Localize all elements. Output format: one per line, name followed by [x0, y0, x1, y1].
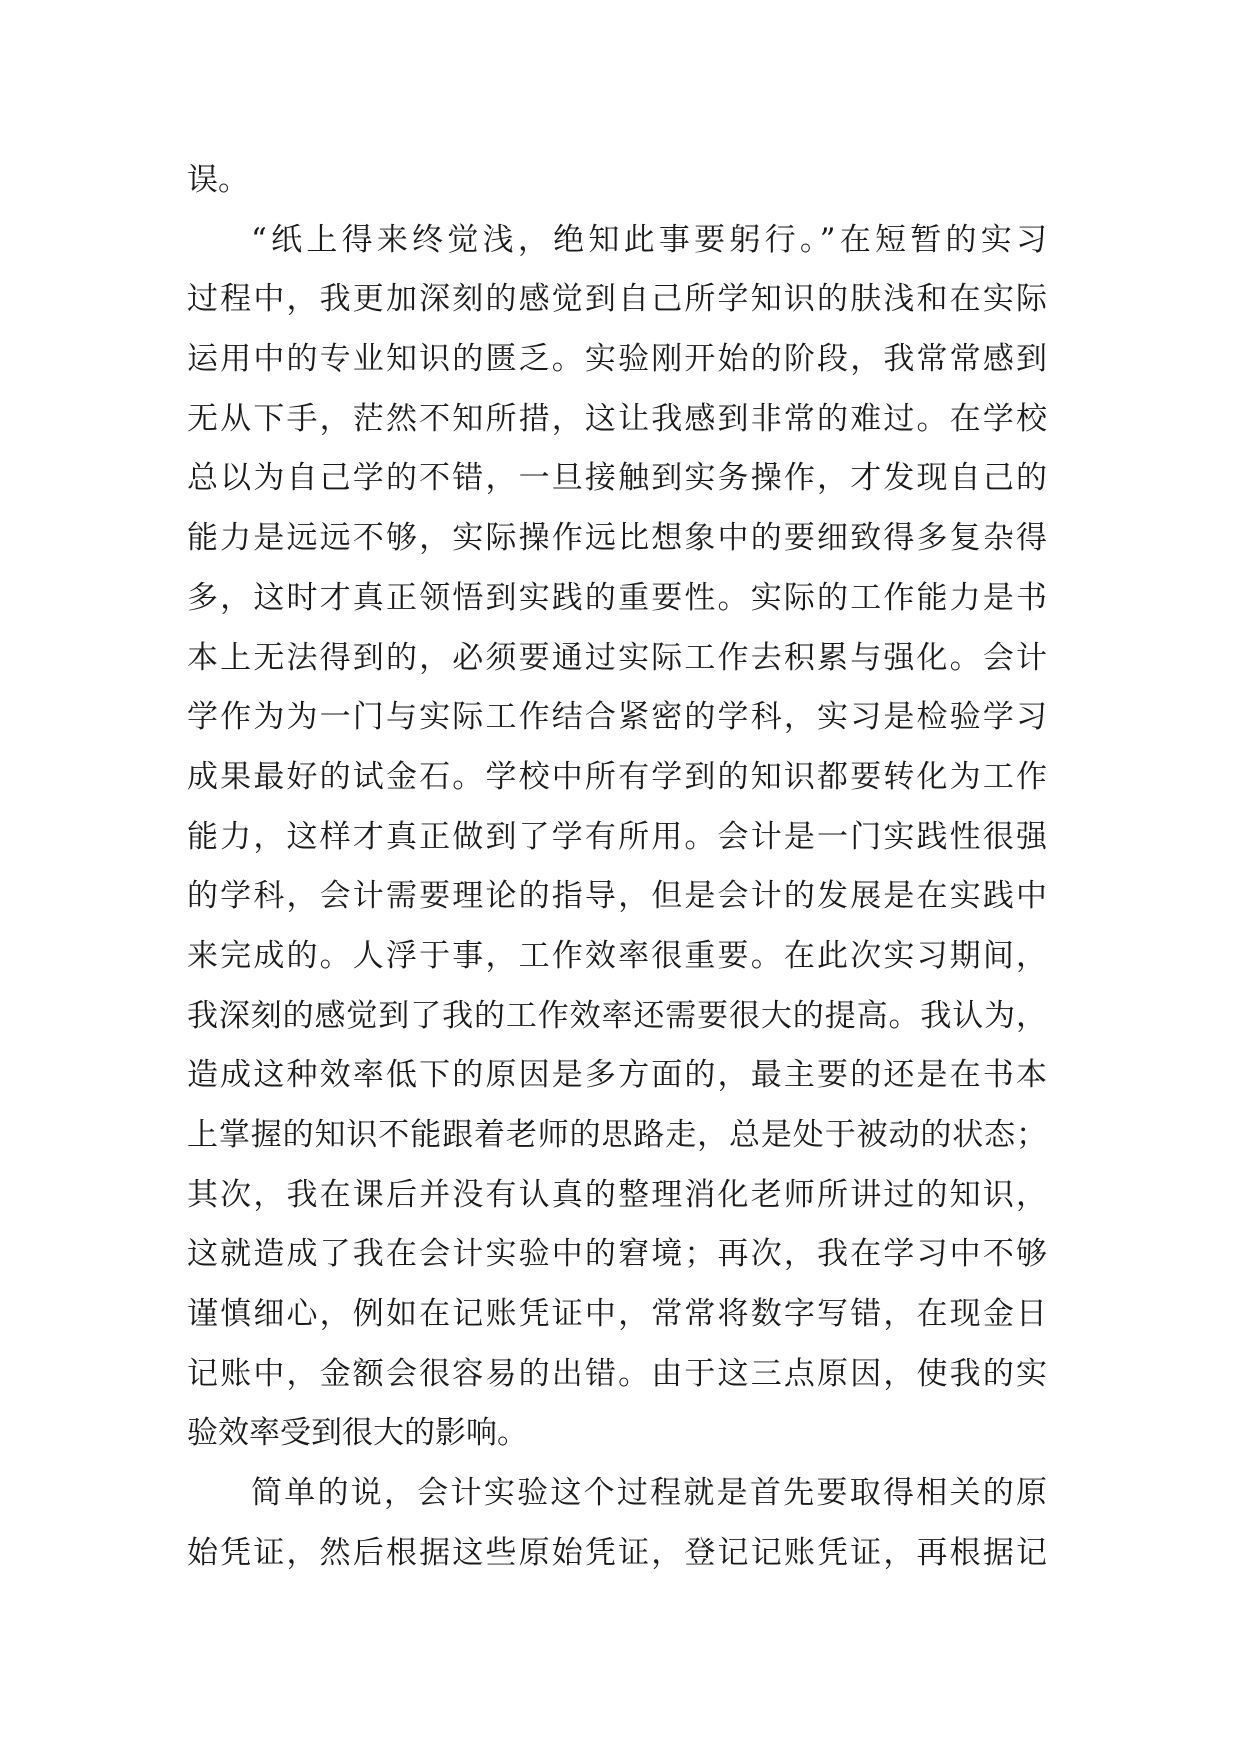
text-line: 成果最好的试金石。学校中所有学到的知识都要转化为工作 [187, 758, 1047, 795]
text-line: 的学科，会计需要理论的指导，但是会计的发展是在实践中 [187, 878, 1047, 915]
text-line: 运用中的专业知识的匮乏。实验刚开始的阶段，我常常感到 [187, 341, 1047, 378]
text-line: 简单的说，会计实验这个过程就是首先要取得相关的原 [251, 1475, 1047, 1512]
text-line: 总以为自己学的不错，一旦接触到实务操作，才发现自己的 [187, 460, 1047, 497]
text-line: 谨慎细心，例如在记账凭证中，常常将数字写错，在现金日 [187, 1296, 1047, 1333]
text-line: 其次，我在课后并没有认真的整理消化老师所讲过的知识， [187, 1176, 1047, 1213]
text-line: 我深刻的感觉到了我的工作效率还需要很大的提高。我认为， [187, 997, 1047, 1034]
text-line: 学作为为一门与实际工作结合紧密的学科，实习是检验学习 [187, 699, 1047, 736]
text-line: 始凭证，然后根据这些原始凭证，登记记账凭证，再根据记 [187, 1534, 1047, 1571]
text-line: 来完成的。人浮于事，工作效率很重要。在此次实习期间， [187, 937, 1047, 974]
text-line: 多，这时才真正领悟到实践的重要性。实际的工作能力是书 [187, 579, 1047, 616]
text-line: 本上无法得到的，必须要通过实际工作去积累与强化。会计 [187, 639, 1047, 676]
text-line: 误。 [187, 162, 249, 198]
text-line: 造成这种效率低下的原因是多方面的，最主要的还是在书本 [187, 1057, 1047, 1094]
document-body [187, 158, 1047, 1591]
paragraph-accounting-process [187, 1471, 1047, 1576]
text-line: 无从下手，茫然不知所措，这让我感到非常的难过。在学校 [187, 400, 1047, 437]
text-line: 能力，这样才真正做到了学有所用。会计是一门实践性很强 [187, 818, 1047, 855]
text-line: “纸上得来终觉浅，绝知此事要躬行。”在短暂的实习 [251, 221, 1047, 258]
text-line: 这就造成了我在会计实验中的窘境；再次，我在学习中不够 [187, 1236, 1047, 1273]
text-line: 上掌握的知识不能跟着老师的思路走，总是处于被动的状态； [187, 1117, 1047, 1153]
paragraph-continuation [187, 158, 1047, 203]
text-line: 过程中，我更加深刻的感觉到自己所学知识的肤浅和在实际 [187, 281, 1047, 318]
text-line: 记账中，金额会很容易的出错。由于这三点原因，使我的实 [187, 1355, 1047, 1392]
paragraph-practice-reflection [187, 218, 1047, 1457]
text-line: 能力是远远不够，实际操作远比想象中的要细致得多复杂得 [187, 520, 1047, 557]
text-line: 验效率受到很大的影响。 [187, 1415, 528, 1452]
